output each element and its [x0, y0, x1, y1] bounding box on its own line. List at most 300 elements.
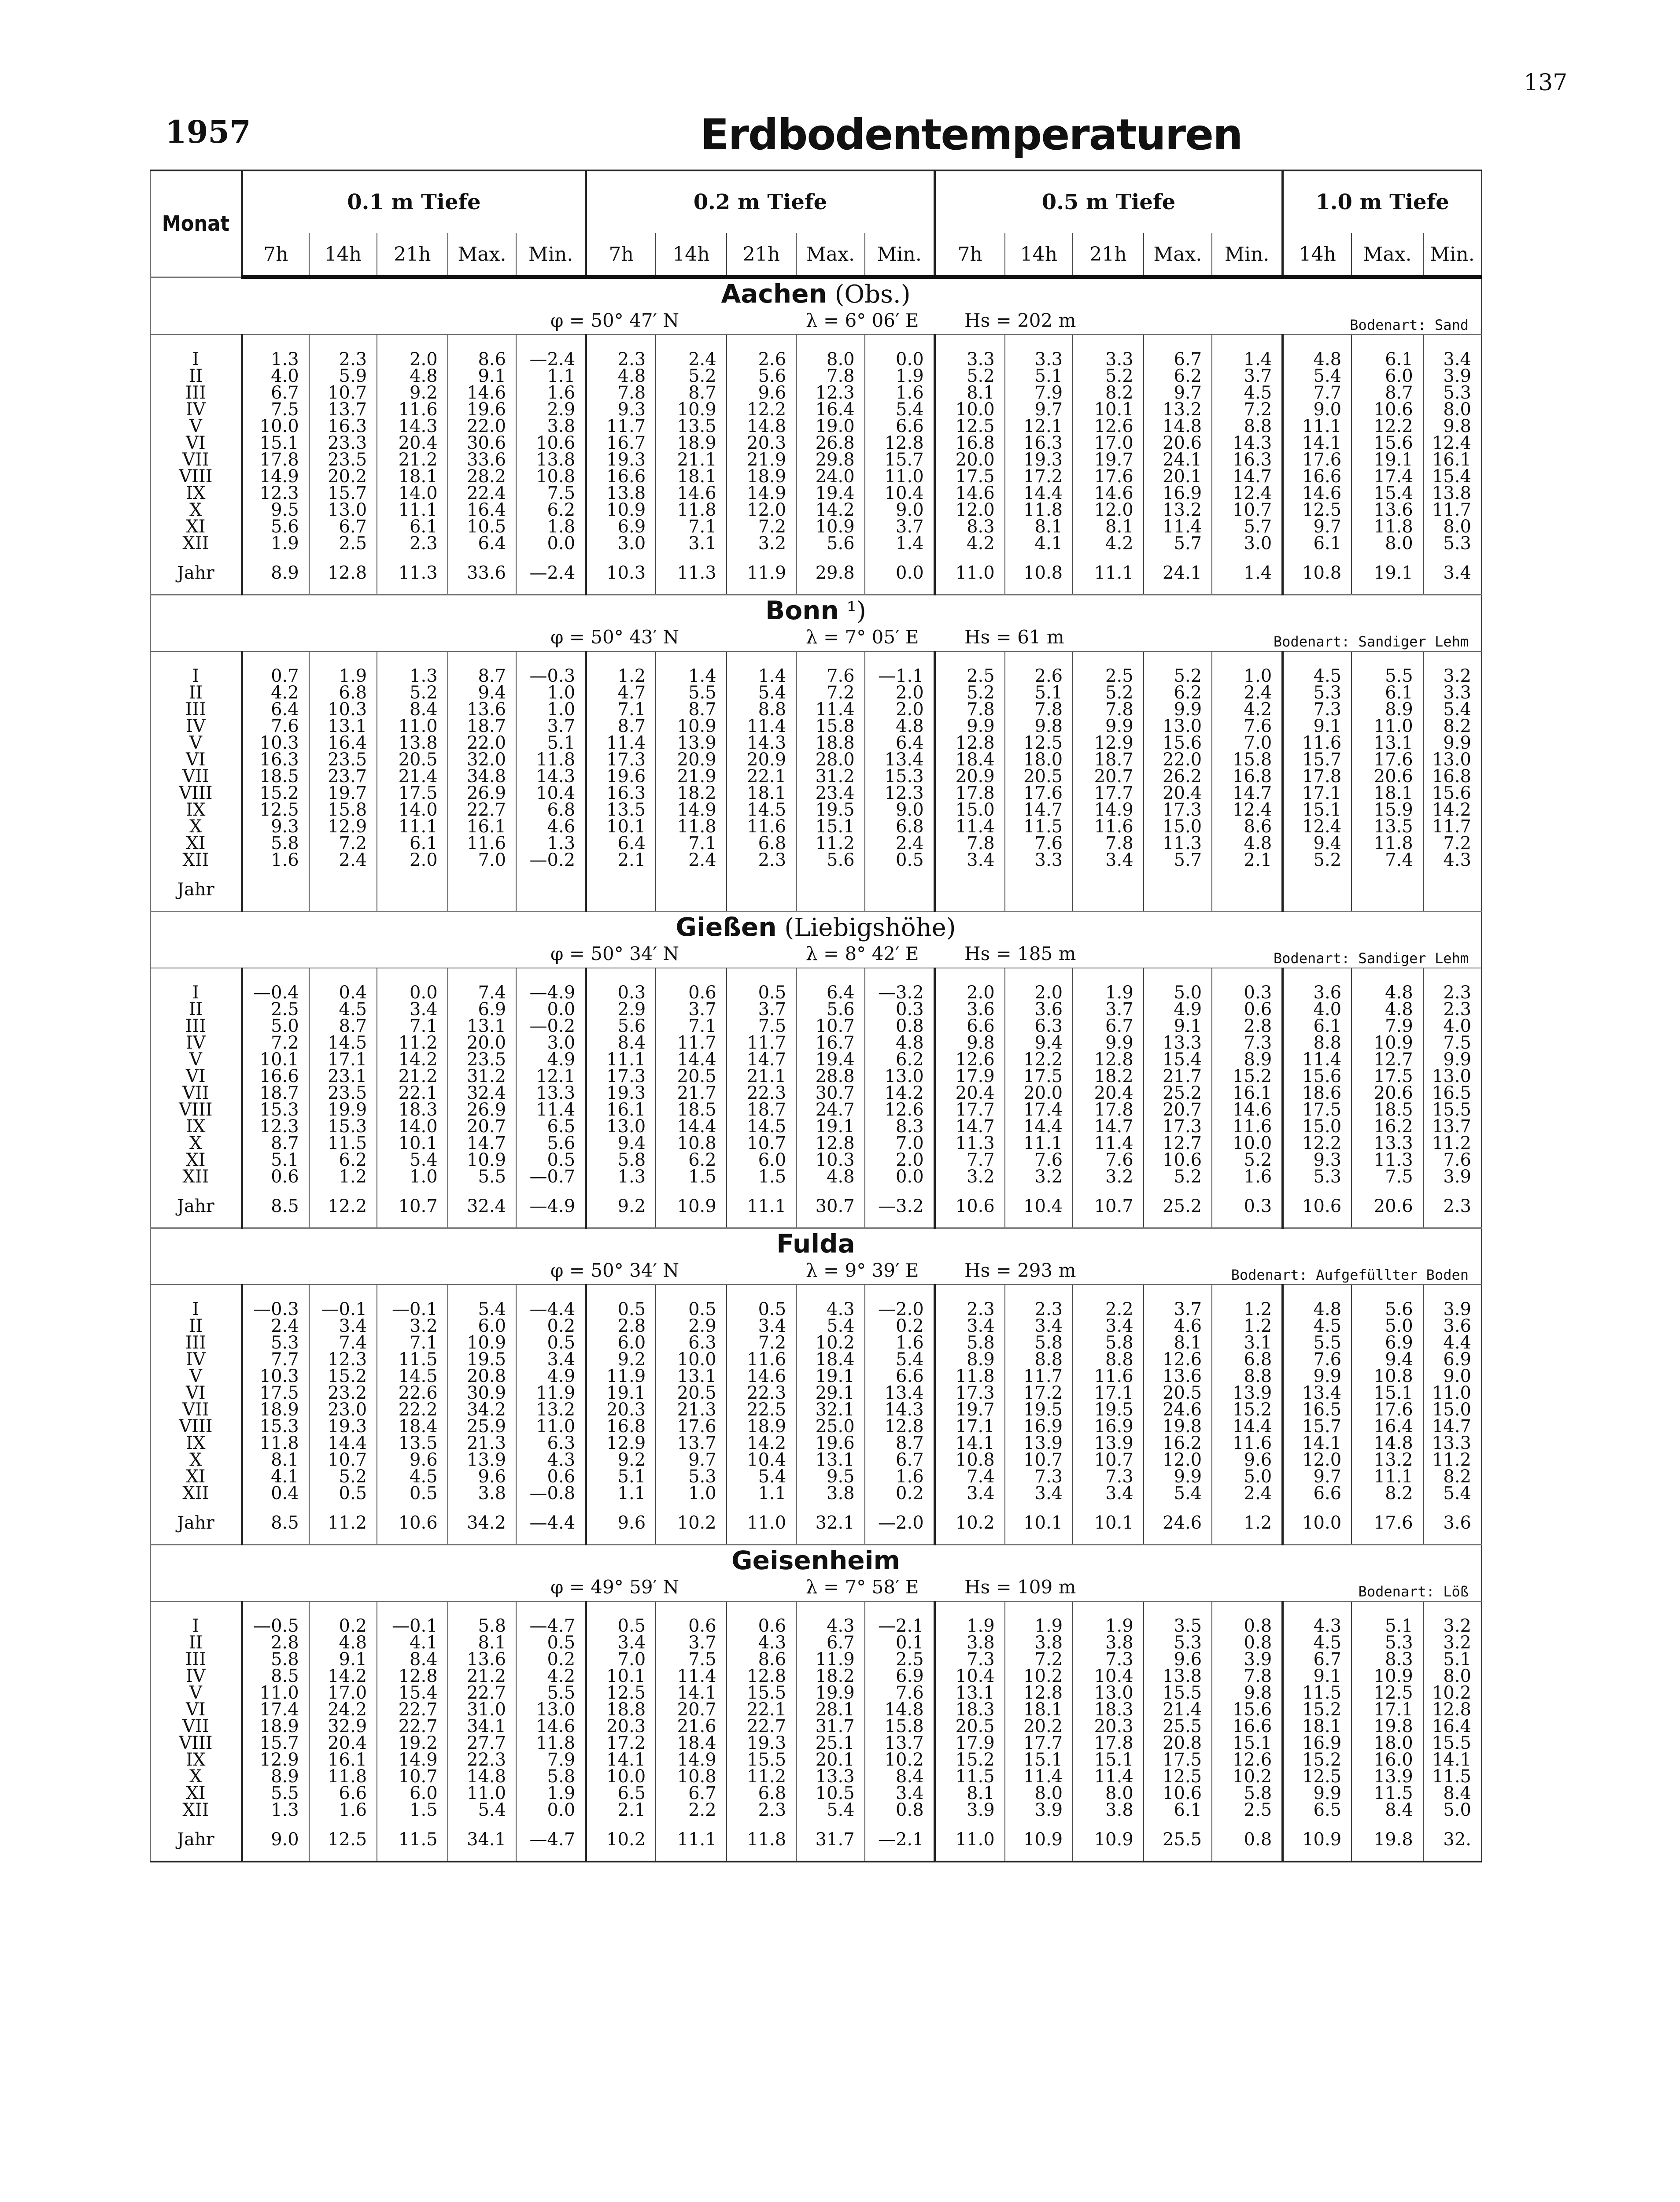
table-cell: 21.3: [448, 1435, 516, 1452]
table-cell: 2.5: [1212, 1802, 1283, 1818]
table-cell: 9.8: [1423, 418, 1481, 435]
table-cell: 7.8: [586, 384, 656, 401]
annual-cell: —3.2: [865, 1185, 935, 1228]
table-row: [150, 468, 1481, 485]
table-cell: 8.0: [1005, 1785, 1073, 1802]
spacer-cell: [448, 335, 516, 351]
month-cell: III: [150, 1018, 242, 1034]
table-cell: 14.6: [1073, 485, 1144, 502]
year-label: 1957: [165, 114, 251, 150]
station-latitude: φ = 50° 47′ N: [550, 310, 679, 331]
table-cell: 14.0: [377, 802, 448, 818]
month-cell: VII: [150, 768, 242, 785]
spacer-cell: [1005, 651, 1073, 668]
station-latitude: φ = 50° 34′ N: [550, 1260, 679, 1281]
table-row: [150, 1651, 1481, 1668]
table-cell: 13.1: [1351, 735, 1423, 751]
table-cell: 1.0: [516, 684, 586, 701]
table-cell: 4.7: [586, 684, 656, 701]
table-cell: 11.5: [1005, 818, 1073, 835]
table-cell: 8.0: [1423, 401, 1481, 418]
table-cell: —4.9: [516, 984, 586, 1001]
table-cell: 26.9: [448, 1101, 516, 1118]
table-cell: 10.7: [1073, 1452, 1144, 1468]
column-header-0-1m-4: Min.: [516, 233, 586, 277]
table-cell: 6.4: [448, 535, 516, 552]
table-row: [150, 535, 1481, 552]
table-cell: 7.0: [865, 1135, 935, 1152]
table-cell: 6.9: [586, 518, 656, 535]
table-row: [150, 1051, 1481, 1068]
table-cell: 1.8: [516, 518, 586, 535]
table-cell: 9.7: [1005, 401, 1073, 418]
table-cell: 5.3: [1283, 1168, 1351, 1185]
table-cell: 13.7: [309, 401, 377, 418]
table-cell: 3.8: [516, 418, 586, 435]
table-cell: 7.6: [1423, 1152, 1481, 1168]
table-cell: 7.3: [1073, 1468, 1144, 1485]
table-cell: 1.9: [865, 368, 935, 384]
table-cell: 8.4: [377, 701, 448, 718]
table-cell: 11.6: [1283, 735, 1351, 751]
table-cell: 9.9: [1073, 1034, 1144, 1051]
table-cell: 5.2: [934, 684, 1005, 701]
table-cell: 8.0: [1423, 1668, 1481, 1685]
month-cell: II: [150, 684, 242, 701]
table-cell: 14.2: [796, 502, 864, 518]
month-cell: VIII: [150, 785, 242, 802]
station-longitude: λ = 7° 05′ E: [806, 626, 919, 648]
table-cell: 17.3: [586, 751, 656, 768]
table-cell: 4.0: [242, 368, 309, 384]
table-cell: 13.1: [656, 1368, 727, 1385]
table-cell: 15.6: [1351, 435, 1423, 451]
month-cell: I: [150, 1301, 242, 1318]
table-cell: 6.4: [242, 701, 309, 718]
table-cell: 15.8: [309, 802, 377, 818]
table-cell: 6.4: [865, 735, 935, 751]
table-row: [150, 1101, 1481, 1118]
annual-cell: 12.2: [309, 1185, 377, 1228]
station-info-row: [150, 1575, 1481, 1601]
station-info: [154, 1575, 1477, 1601]
table-cell: 14.3: [1212, 435, 1283, 451]
spacer-cell: [1005, 335, 1073, 351]
table-cell: 4.5: [309, 1001, 377, 1018]
table-cell: 7.8: [796, 368, 864, 384]
spacer-cell: [516, 1285, 586, 1301]
table-row: [150, 1085, 1481, 1101]
table-cell: 7.2: [1005, 1651, 1073, 1668]
table-cell: 19.4: [796, 485, 864, 502]
table-cell: 14.2: [309, 1668, 377, 1685]
annual-cell: 25.2: [1144, 1185, 1212, 1228]
table-cell: 4.5: [1283, 668, 1351, 684]
table-cell: 2.8: [1212, 1018, 1283, 1034]
table-cell: 9.9: [1144, 1468, 1212, 1485]
table-cell: 8.0: [1073, 1785, 1144, 1802]
table-cell: 3.4: [934, 852, 1005, 868]
table-cell: 15.1: [242, 435, 309, 451]
annual-cell: 10.9: [1073, 1818, 1144, 1862]
table-cell: 7.6: [1283, 1351, 1351, 1368]
table-cell: 5.8: [934, 1334, 1005, 1351]
table-cell: 3.4: [934, 1318, 1005, 1334]
table-cell: 6.6: [865, 418, 935, 435]
table-cell: 15.7: [1283, 1418, 1351, 1435]
table-cell: 0.0: [516, 1802, 586, 1818]
table-cell: 16.8: [1212, 768, 1283, 785]
table-cell: 7.5: [727, 1018, 797, 1034]
station-info: [154, 942, 1477, 968]
table-cell: 17.4: [1005, 1101, 1073, 1118]
table-cell: 34.1: [448, 1718, 516, 1735]
table-cell: 6.2: [656, 1152, 727, 1168]
table-cell: 0.0: [516, 1001, 586, 1018]
table-cell: 3.8: [1073, 1634, 1144, 1651]
spacer-cell: [727, 1601, 797, 1618]
table-cell: 0.5: [865, 852, 935, 868]
table-row: [150, 802, 1481, 818]
table-cell: 3.5: [1144, 1618, 1212, 1634]
table-cell: 2.9: [516, 401, 586, 418]
table-cell: 31.7: [796, 1718, 864, 1735]
annual-cell: [1212, 868, 1283, 912]
annual-label: Jahr: [150, 1502, 242, 1545]
station-name-row: [150, 277, 1481, 309]
table-cell: 6.9: [1423, 1351, 1481, 1368]
table-cell: 4.8: [1351, 1001, 1423, 1018]
table-cell: 17.8: [1073, 1101, 1144, 1118]
table-cell: 19.1: [1351, 451, 1423, 468]
table-cell: 24.0: [796, 468, 864, 485]
table-cell: 32.0: [448, 751, 516, 768]
table-cell: 16.6: [586, 468, 656, 485]
spacer-cell: [586, 335, 656, 351]
table-cell: 5.1: [1423, 1651, 1481, 1668]
table-cell: 12.2: [1351, 418, 1423, 435]
table-cell: 14.9: [377, 1751, 448, 1768]
table-cell: 6.7: [1073, 1018, 1144, 1034]
table-cell: 5.2: [1212, 1152, 1283, 1168]
table-cell: 3.4: [865, 1785, 935, 1802]
table-cell: 10.0: [242, 418, 309, 435]
column-header-1-0m-2: Min.: [1423, 233, 1481, 277]
table-cell: 19.8: [1144, 1418, 1212, 1435]
spacer-cell: [1005, 1285, 1073, 1301]
table-cell: 6.4: [796, 984, 864, 1001]
table-cell: 9.4: [1283, 835, 1351, 852]
table-cell: 5.4: [1423, 701, 1481, 718]
table-row: [150, 485, 1481, 502]
table-cell: 6.0: [448, 1318, 516, 1334]
annual-cell: [1283, 868, 1351, 912]
station-elevation: Hs = 109 m: [964, 1576, 1076, 1598]
table-cell: 25.5: [1144, 1718, 1212, 1735]
table-cell: 15.0: [934, 802, 1005, 818]
table-cell: 7.6: [796, 668, 864, 684]
table-cell: 4.8: [796, 1168, 864, 1185]
table-cell: 11.5: [1423, 1768, 1481, 1785]
spacer-cell: [1283, 651, 1351, 668]
table-cell: —1.1: [865, 668, 935, 684]
annual-cell: [516, 868, 586, 912]
annual-cell: 30.7: [796, 1185, 864, 1228]
table-cell: 12.9: [1073, 735, 1144, 751]
table-cell: 6.8: [1212, 1351, 1283, 1368]
table-cell: 14.4: [1212, 1418, 1283, 1435]
spacer-cell: [1423, 968, 1481, 984]
spacer-cell: [1212, 1601, 1283, 1618]
table-cell: 15.1: [1283, 802, 1351, 818]
table-cell: 20.0: [934, 451, 1005, 468]
table-cell: 8.7: [865, 1435, 935, 1452]
annual-cell: 1.2: [1212, 1502, 1283, 1545]
annual-cell: 3.6: [1423, 1502, 1481, 1545]
table-cell: 20.4: [934, 1085, 1005, 1101]
table-cell: 23.5: [309, 451, 377, 468]
month-header: Monat: [150, 170, 242, 277]
table-cell: 11.4: [586, 735, 656, 751]
table-cell: 15.0: [1144, 818, 1212, 835]
table-cell: 4.3: [1423, 852, 1481, 868]
table-cell: 13.4: [865, 751, 935, 768]
annual-cell: 33.6: [448, 552, 516, 595]
table-cell: 8.1: [242, 1452, 309, 1468]
table-row: [150, 1618, 1481, 1634]
annual-row: [150, 1502, 1481, 1545]
table-cell: 20.2: [309, 468, 377, 485]
station-elevation: Hs = 61 m: [964, 626, 1064, 648]
annual-cell: 9.0: [242, 1818, 309, 1862]
table-cell: 20.3: [1073, 1718, 1144, 1735]
month-cell: IV: [150, 1668, 242, 1685]
table-cell: 0.5: [586, 1618, 656, 1634]
table-cell: 13.9: [1351, 1768, 1423, 1785]
table-cell: 19.6: [796, 1435, 864, 1452]
table-cell: 19.7: [1073, 451, 1144, 468]
table-cell: 7.2: [796, 684, 864, 701]
spacer-cell: [516, 651, 586, 668]
table-cell: 11.4: [934, 818, 1005, 835]
table-cell: 22.4: [448, 485, 516, 502]
table-cell: 3.7: [1144, 1301, 1212, 1318]
month-cell: III: [150, 1334, 242, 1351]
table-cell: 7.9: [1351, 1018, 1423, 1034]
spacer-cell: [1423, 1285, 1481, 1301]
table-cell: 10.9: [656, 401, 727, 418]
table-cell: 16.6: [242, 1068, 309, 1085]
annual-cell: 11.9: [727, 552, 797, 595]
table-row: [150, 1485, 1481, 1502]
table-cell: 3.1: [656, 535, 727, 552]
spacer-cell: [656, 968, 727, 984]
table-cell: 16.9: [1283, 1735, 1351, 1751]
table-cell: 11.7: [1423, 818, 1481, 835]
spacer-cell: [656, 651, 727, 668]
table-cell: 17.2: [586, 1735, 656, 1751]
table-cell: 21.2: [448, 1668, 516, 1685]
table-cell: 13.3: [1144, 1034, 1212, 1051]
month-cell: VIII: [150, 1418, 242, 1435]
table-cell: 0.6: [1212, 1001, 1283, 1018]
table-cell: 18.2: [656, 785, 727, 802]
station-info-row: [150, 625, 1481, 651]
month-cell: V: [150, 418, 242, 435]
station-info: [154, 1259, 1477, 1284]
column-header-0-5m-3: Max.: [1144, 233, 1212, 277]
spacer-cell: [1144, 1601, 1212, 1618]
table-cell: 4.9: [516, 1051, 586, 1068]
table-cell: 1.4: [656, 668, 727, 684]
month-cell: II: [150, 1001, 242, 1018]
table-cell: 7.5: [242, 401, 309, 418]
table-cell: 7.2: [242, 1034, 309, 1051]
station-name-cell: [150, 277, 1481, 309]
table-cell: 11.2: [796, 835, 864, 852]
table-cell: 8.7: [448, 668, 516, 684]
table-cell: 11.8: [516, 1735, 586, 1751]
table-cell: 15.2: [1212, 1068, 1283, 1085]
annual-cell: [865, 868, 935, 912]
annual-cell: 20.6: [1351, 1185, 1423, 1228]
table-cell: 16.7: [586, 435, 656, 451]
table-cell: 5.1: [1005, 368, 1073, 384]
table-cell: 4.8: [865, 718, 935, 735]
table-cell: 15.6: [1423, 785, 1481, 802]
table-cell: 12.7: [1144, 1135, 1212, 1152]
table-cell: 12.8: [1073, 1051, 1144, 1068]
table-cell: 6.6: [309, 1785, 377, 1802]
table-cell: 13.6: [1351, 502, 1423, 518]
table-cell: 14.3: [727, 735, 797, 751]
table-cell: 18.4: [656, 1735, 727, 1751]
table-cell: 5.0: [1144, 984, 1212, 1001]
table-cell: 8.2: [1423, 1468, 1481, 1485]
table-cell: 10.7: [796, 1018, 864, 1034]
table-cell: 20.0: [1005, 1085, 1073, 1101]
table-cell: 0.5: [586, 1301, 656, 1318]
table-cell: 8.7: [656, 384, 727, 401]
table-cell: 5.2: [656, 368, 727, 384]
table-row: [150, 1751, 1481, 1768]
table-row: [150, 1418, 1481, 1435]
table-cell: 16.1: [1423, 451, 1481, 468]
table-cell: 11.8: [656, 502, 727, 518]
table-cell: 16.0: [1351, 1751, 1423, 1768]
table-cell: 17.8: [1283, 768, 1351, 785]
table-cell: 2.2: [656, 1802, 727, 1818]
table-cell: 11.8: [516, 751, 586, 768]
table-cell: 0.5: [516, 1152, 586, 1168]
table-cell: 16.2: [1351, 1118, 1423, 1135]
spacer-cell: [1283, 968, 1351, 984]
table-cell: 16.7: [796, 1034, 864, 1051]
table-row: [150, 1301, 1481, 1318]
table-cell: 3.8: [448, 1485, 516, 1502]
table-cell: 6.5: [516, 1118, 586, 1135]
table-cell: 7.3: [1073, 1651, 1144, 1668]
table-cell: 15.6: [1283, 1068, 1351, 1085]
column-header-0-1m-2: 21h: [377, 233, 448, 277]
table-cell: 1.0: [516, 701, 586, 718]
table-cell: 7.2: [727, 1334, 797, 1351]
table-cell: 18.4: [796, 1351, 864, 1368]
table-cell: 6.4: [586, 835, 656, 852]
table-cell: 13.0: [1423, 751, 1481, 768]
table-cell: 17.6: [1351, 1401, 1423, 1418]
station-longitude: λ = 8° 42′ E: [806, 943, 919, 964]
table-cell: 2.0: [377, 852, 448, 868]
column-header-1-0m-0: 14h: [1283, 233, 1351, 277]
annual-cell: 10.7: [377, 1185, 448, 1228]
table-cell: 11.4: [1073, 1135, 1144, 1152]
table-cell: 9.4: [1005, 1034, 1073, 1051]
annual-cell: 10.7: [1073, 1185, 1144, 1228]
table-cell: 4.2: [242, 684, 309, 701]
table-cell: 5.6: [1351, 1301, 1423, 1318]
table-cell: 15.4: [377, 1685, 448, 1701]
table-cell: 4.1: [1005, 535, 1073, 552]
table-cell: 9.9: [1423, 1051, 1481, 1068]
table-cell: 10.1: [1073, 401, 1144, 418]
table-cell: 10.6: [1144, 1785, 1212, 1802]
spacer-cell: [1073, 651, 1144, 668]
table-cell: 27.7: [448, 1735, 516, 1751]
spacer-cell: [377, 1285, 448, 1301]
table-cell: 16.5: [1423, 1085, 1481, 1101]
table-cell: 17.0: [309, 1685, 377, 1701]
spacer-cell: [1073, 1285, 1144, 1301]
month-cell: III: [150, 1651, 242, 1668]
table-cell: 5.8: [242, 1651, 309, 1668]
table-cell: 17.6: [1351, 751, 1423, 768]
station-name-cell: [150, 912, 1481, 942]
table-cell: 16.3: [309, 418, 377, 435]
table-cell: —0.1: [309, 1301, 377, 1318]
table-cell: 6.6: [865, 1368, 935, 1385]
table-row: [150, 1768, 1481, 1785]
table-cell: 12.8: [727, 1668, 797, 1685]
table-cell: 20.5: [377, 751, 448, 768]
table-cell: 18.7: [448, 718, 516, 735]
table-cell: 12.8: [1005, 1685, 1073, 1701]
spacer-cell: [586, 1285, 656, 1301]
annual-cell: 17.6: [1351, 1502, 1423, 1545]
annual-cell: 10.2: [934, 1502, 1005, 1545]
table-cell: 7.6: [1005, 835, 1073, 852]
annual-cell: 34.2: [448, 1502, 516, 1545]
table-cell: 13.5: [1351, 818, 1423, 835]
table-cell: 20.2: [1005, 1718, 1073, 1735]
table-cell: 28.0: [796, 751, 864, 768]
annual-cell: 10.8: [1283, 552, 1351, 595]
table-cell: 17.6: [1005, 785, 1073, 802]
spacer-cell: [865, 335, 935, 351]
table-cell: 8.1: [1005, 518, 1073, 535]
table-cell: 1.9: [242, 535, 309, 552]
table-cell: 22.7: [448, 1685, 516, 1701]
table-cell: 12.6: [865, 1101, 935, 1118]
station-name-cell: [150, 595, 1481, 626]
table-cell: 14.1: [586, 1751, 656, 1768]
table-cell: 15.2: [1283, 1701, 1351, 1718]
table-cell: 8.3: [865, 1118, 935, 1135]
column-header-0-1m-1: 14h: [309, 233, 377, 277]
annual-cell: [1073, 868, 1144, 912]
month-cell: IV: [150, 401, 242, 418]
spacer-cell: [1351, 968, 1423, 984]
